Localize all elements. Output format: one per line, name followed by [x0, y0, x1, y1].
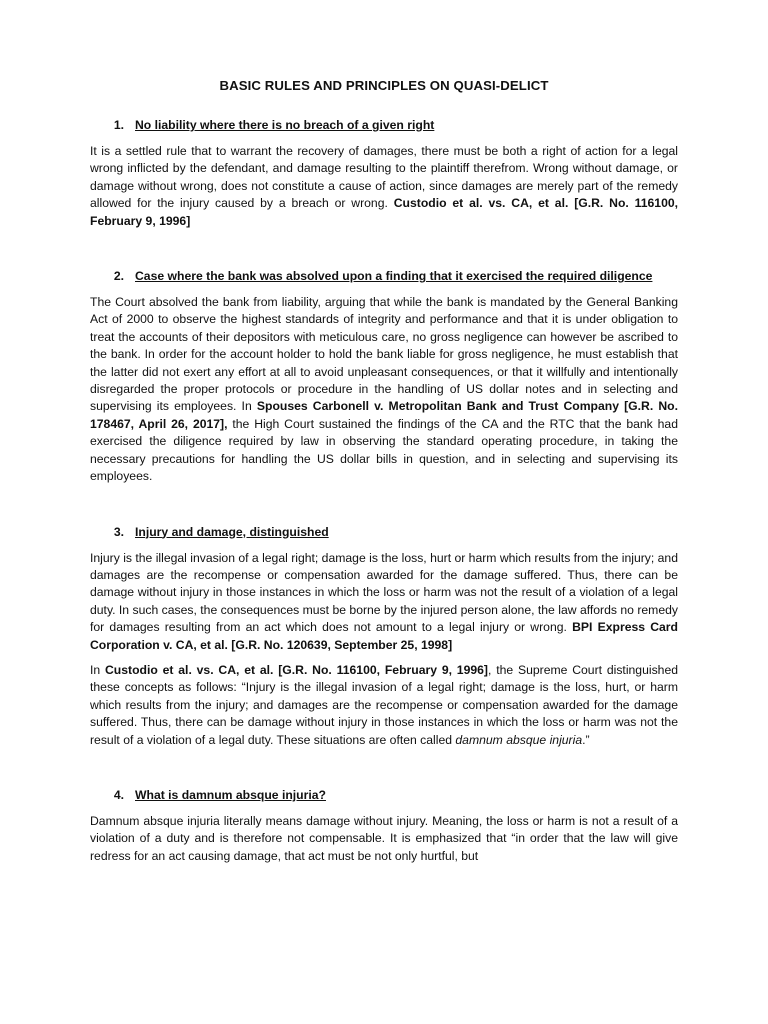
case-citation: Custodio et al. vs. CA, et al. [G.R. No. 116100, February 9, 1996] — [105, 662, 488, 677]
section-heading-1 — [90, 117, 678, 134]
section-heading-2 — [90, 268, 678, 285]
section-3-paragraph-1 — [90, 550, 678, 654]
paragraph-text: Injury is the illegal invasion of a legal right; damage is the loss, hurt or harm which results from the injury; and damages are the recompense or compensation awarded for the damage suffered. Thus, there can be damage without injury in those instances in which the loss or harm was not the result of a violation of a legal duty. In such cases, the consequences must be borne by the injured person alone, the law affords no remedy for damages resulting from an act which does not amount to a legal injury or wrong. — [90, 550, 678, 635]
section-4-paragraph — [90, 813, 678, 865]
section-number: 1. — [113, 118, 124, 132]
section-title: What is damnum absque injuria? — [135, 787, 326, 802]
paragraph-text: Damnum absque injuria literally means damage without injury. Meaning, the loss or harm is not a result of a violation of a duty and is therefore not compensable. It is emphasized that “in order that the law will give redress for an act causing damage, that act must be not only hurtful, but — [90, 813, 678, 863]
document-title: BASIC RULES AND PRINCIPLES ON QUASI-DELICT — [219, 78, 549, 93]
section-number: 2. — [113, 269, 124, 284]
paragraph-lead: In — [90, 662, 101, 677]
case-citation: BPI Express Card Corporation v. CA, et al. [G.R. No. 120639, September 25, 1998] — [90, 620, 678, 652]
case-citation: Spouses Carbonell v. Metropolitan Bank and Trust Company [G.R. No. 178467, April 26, 2017], — [90, 399, 678, 431]
section-title: Injury and damage, distinguished — [135, 524, 329, 539]
section-3-paragraph-2 — [90, 662, 678, 749]
section-number: 4. — [113, 787, 124, 802]
section-1-paragraph — [90, 143, 678, 230]
case-citation: Custodio et al. vs. CA, et al. [G.R. No. 116100, February 9, 1996] — [90, 196, 679, 228]
latin-term: damnum absque injuria — [455, 732, 583, 747]
paragraph-text: the High Court sustained the findings of the CA and the RTC that the bank had exercised the diligence required by law in observing the standard operating procedure, in taking the necessary precautions for handling the US dollar bills in question, and in selecting and supervising its employees. — [90, 416, 678, 484]
section-heading-4 — [90, 787, 678, 804]
section-2-paragraph — [90, 294, 678, 485]
section-title: Case where the bank was absolved upon a finding that it exercised the required diligence — [135, 269, 653, 284]
paragraph-text: , the Supreme Court distinguished these concepts as follows: “Injury is the illegal invasion of a legal right; damage is the loss, hurt, or harm which results from the injury; and damages are the recompense or compensation awarded for the damage suffered. Thus, there can be damage without injury in those instances in which the loss or harm was not the result of a violation of a legal duty. These situations are often called — [90, 662, 678, 747]
section-title: No liability where there is no breach of a given right — [135, 118, 435, 132]
section-number: 3. — [113, 524, 124, 539]
paragraph-text: It is a settled rule that to warrant the recovery of damages, there must be both a right of action for a legal wrong inflicted by the defendant, and damage resulting to the plaintiff therefrom. Wrong without damage, or damage without wrong, does not constitute a cause of action, since damages are merely part of the remedy allowed for the injury caused by a breach or wrong. — [90, 144, 678, 211]
section-heading-3 — [90, 524, 678, 541]
paragraph-closing: .” — [582, 732, 590, 747]
paragraph-text: The Court absolved the bank from liability, arguing that while the bank is mandated by the General Banking Act of 2000 to observe the highest standards of integrity and performance and that it is under obligation to treat the accounts of their depositors with meticulous care, no gross negligence can however be ascribed to the bank. In order for the account holder to hold the bank liable for gross negligence, he must establish that the latter did not exert any effort at all to avoid unpleasant consequences, or that it willfully and intentionally disregarded the proper protocols or procedure in the handling of US dollar notes and in selecting and supervising its employees. In — [90, 295, 678, 414]
